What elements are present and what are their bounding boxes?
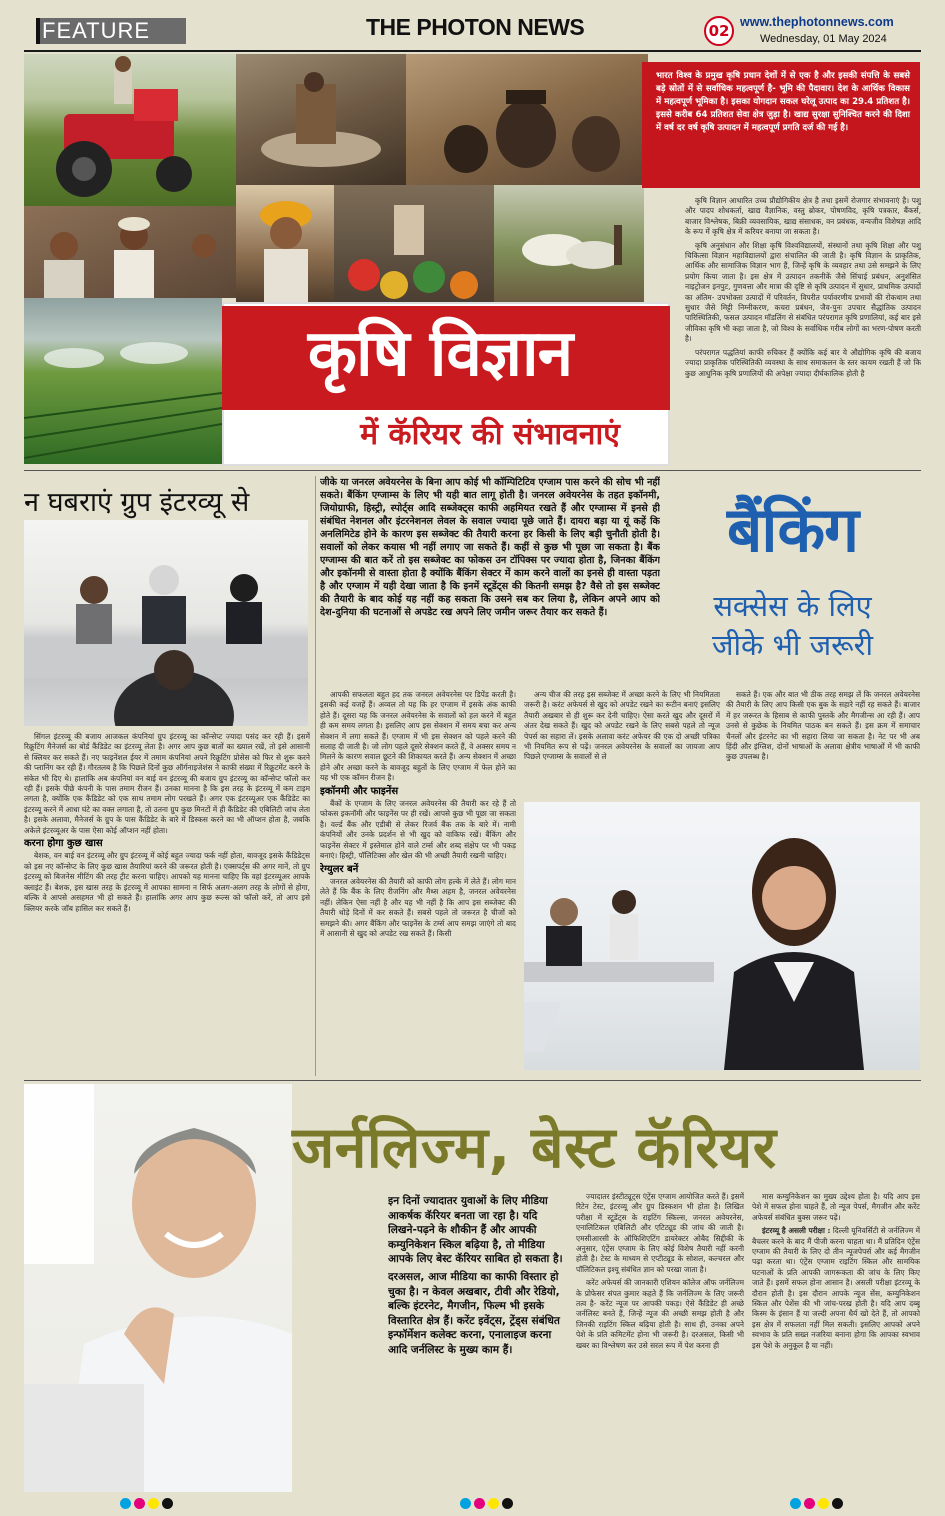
journalism-lead bbox=[388, 1194, 566, 1492]
pottery-photo bbox=[406, 54, 648, 185]
journalism-paragraph: करेंट अफेयर्स की जानकारी एशियन कॉलेज ऑफ जर्नलिज्म के प्रोफेसर संपत कुमार कहते हैं कि जर्नलिज्म के लिए जरूरी तत्व है- करेंट न्यूज पर आपकी पकड़। ऐसे कैंडिडेट ही अच्छे जर्नलिस्ट बनते हैं, जिन्हें न्यूज की अच्छी समझ होती है और जिनकी राइटिंग स्किल बढ़िया होती है। साथ ही, उनका अपने पेशे के प्रति कमिटमेंट होना भी जरूरी है। दरअसल, किसी भी खबर का विश्लेषण कर उसे सरल रूप में पेश करना ही bbox=[576, 1278, 744, 1350]
issue-date: Wednesday, 01 May 2024 bbox=[760, 33, 887, 45]
journalism-lead-text: दरअसल, आज मीडिया का काफी विस्तार हो चुका है। न केवल अखबार, टीवी और रेडियो, बल्कि इंटरनेट, मैगजीन, फिल्म भी इसके विस्तारित क्षेत्र हैं। करेंट इवेंट्स, ट्रेंड्स संबंधित इन्फॉर्मेशन कलेक्ट करना, एनालाइज करना आदि जर्नलिस्ट के मुख्य काम हैं। bbox=[388, 1270, 560, 1356]
agri-body-column bbox=[685, 196, 921, 458]
banking-lead-text: जीके या जनरल अवेयरनेस के बिना आप कोई भी कॉम्पिटिटिव एग्जाम पास करने की सोच भी नहीं सकते। बैंकिंग एग्जाम्स के लिए भी यही बात लागू होती है। जनरल अवेयरनेस के तहत इकॉनमी, जियोग्राफी, हिस्ट्री, स्पोर्ट्स आदि सब्जेक्ट्स काफी अहमियत रखते हैं और एग्जाम्स में इनसे ही संबंधित नेशनल और इंटरनेशनल लेवल के सवाल ज्यादा पूछे जाते हैं। दायरा बड़ा या यूं कहें कि अनलिमिटेड होने के कारण इस सब्जेक्ट की तैयारी करना हर किसी के लिए बड़ी चुनौती होती है। सवालों को लेकर कयास भी नहीं लगाए जा सकते हैं। कहीं से कुछ भी पूछा जा सकता है। बैंक एग्जाम्स की बात करें तो इस सब्जेक्ट का फोकस उन टॉपिक्स पर ज्यादा होता है, जिनका बैंकिंग और इकॉनमी से वास्ता होता है क्योंकि बैंकिंग सेक्टर में काम करने वालों का इनसे ही वास्ता पड़ता है और एग्जाम में यही देखा जाता है कि इनमें स्टूडेंट्स की कितनी समझ है? वैसे तो इस सब्जेक्ट की तैयारी के बाद कोई यह नहीं कह सकता कि उसने सब कर लिया है, लेकिन अपने आप को देश-दुनिया की घटनाओं से अपडेट रख अपने लिए जमीन जरूर तैयार कर सकते हैं। bbox=[320, 477, 660, 618]
journalism-paragraph: ज्यादातर इंस्टीट्यूट्स एंट्रेंस एग्जाम आयोजित करते हैं। इसमें रिटेन टेस्ट, इंटरव्यू और ग्रुप डिस्कशन भी होता है। लिखित परीक्षा में स्टूडेंट्स के राइटिंग स्किल्स, जनरल अवेयरनेस, एनालिटिकल एबिलिटी और एटिट्यूड की जांच की जाती है। एमसीआरसी के ऑफिशिएटिंग डायरेक्टर ओबैद सिद्दीकी के अनुसार, एंट्रेंस एग्जाम के लिए कोई विशेष तैयारी नहीं करनी होती है। टेस्ट के माध्यम से एप्टीट्यूड के सोशल, कल्चरल और पॉलिटिकल इश्यू संबंधित ज्ञान को परखा जाता है। bbox=[576, 1192, 744, 1274]
banking-paragraph: अन्य चीज की तरह इस सब्जेक्ट में अच्छा करने के लिए भी नियमितता जरूरी है। करंट अफेयर्स से खुद को अपडेट रखने का रूटीन बनाएं इसलिए तैयारी अखबार से ही शुरू कर देनी चाहिए। ऐसा करते खुद और दूसरों में अंतर देख सकते हैं। खुद को अपडेट रखने के लिए सबसे पहले तो न्यूज पेपर्स का सहारा लें। इसके अलावा करंट अफेयर की एक दो अच्छी पत्रिका भी नियमित रूप से पढ़ें। जनरल अवेयरनेस के सवालों का जायजा आप पिछले एग्जाम्स के सवालों से ले bbox=[524, 690, 720, 762]
group-interview-heading: न घबराएं ग्रुप इंटरव्यू से bbox=[24, 487, 250, 518]
journalism-paragraph bbox=[752, 1226, 920, 1351]
banking-subhead: इकॉनमी और फाइनेंस bbox=[320, 785, 399, 797]
banking-paragraph: बैंकों के एग्जाम के लिए जनरल अवेयरनेस की तैयारी कर रहे हैं तो फोकस इकनॉमी और फाइनेंस पर ही रखें। आपसे कुछ भी पूछा जा सकता है। वर्ल्ड बैंक और एडीबी से लेकर रिजर्व बैंक तक के बारे में। नामी कंपनियों और उनके प्रदर्शन से भी खुद को वाकिफ रखें। बैंकिंग और फाइनेंस सेक्टर में इस्तेमाल होने वाले टर्म्स और शब्द संक्षेप पर भी पकड़ बनाएं। हिस्ट्री, पॉलिटिक्स और खेल की भी अच्छी तैयारी रखनी चाहिए। bbox=[320, 799, 516, 861]
print-color-dot bbox=[502, 1498, 513, 1509]
agri-intro-box: भारत विश्व के प्रमुख कृषि प्रधान देशों में से एक है और इसकी संपत्ति के सबसे बड़े स्रोतों में से सर्वाधिक महत्वपूर्ण है- भूमि की पैदावार। देश के आर्थिक विकास में महत्वपूर्ण भूमिका है। इसका योगदान सकल घरेलू उत्पाद का 29.4 प्रतिशत है। इससे करीब 64 प्रतिशत सेवा क्षेत्र जुड़ा है। खाद्य सुरक्षा सुनिश्चित करने की दिशा में वर्ष दर वर्ष कृषि उत्पादन में महत्वपूर्ण प्रगति दर्ज की गई है। bbox=[642, 62, 920, 188]
website-link[interactable]: www.thephotonnews.com bbox=[740, 15, 894, 29]
print-color-dot bbox=[460, 1498, 471, 1509]
banking-paragraph: सकते हैं। एक और बात भी ठीक तरह समझ लें कि जनरल अवेयरनेस की तैयारी के लिए आप किसी एक बुक के सहारे नहीं रह सकते हैं। बाजार में हर जरूरत के हिसाब से काफी पुस्तकें और मैगजीन्स आ रही हैं। आप उनसे से कुछेक के नियमित पाठक बन सकते हैं। इस क्रम में समाचार चैनलों और इंटरनेट का भी सहारा लिया जा सकता है। नेट पर भी अब हिंदी और इंग्लिश, दोनों भाषाओं के अलावा क्षेत्रीय भाषाओं में भी काफी कुछ उपलब्ध है। bbox=[726, 690, 920, 762]
journalism-title: जर्नलिज्म, बेस्ट कॅरियर bbox=[292, 1115, 777, 1181]
section-divider bbox=[24, 1080, 921, 1081]
group-interview-subhead: करना होगा कुछ खास bbox=[24, 838, 103, 850]
market-photo bbox=[334, 185, 494, 305]
print-color-dot bbox=[134, 1498, 145, 1509]
banking-title: बैंकिंग bbox=[727, 493, 858, 566]
group-interview-column bbox=[24, 732, 310, 1032]
journalism-lead-text: इन दिनों ज्यादातर युवाओं के लिए मीडिया आकर्षक कॅरियर बनता जा रहा है। यदि लिखने-पढ़ने के शौकीन हैं और आपकी कम्युनिकेशन स्किल बढ़िया है, तो मीडिया आपके लिए बेस्ट कॅरियर साबित हो सकता है। bbox=[388, 1195, 563, 1266]
banking-paragraph: आपकी सफलता बहुत हद तक जनरल अवेयरनेस पर डिपेंड करती है। इसकी कई वजहें हैं। अव्वल तो यह कि हर एग्जाम में इसके अंक काफी होते हैं। दूसरा यह कि जनरल अवेयरनेस के सवालों को हल करने में बहुत ही कम समय लगता है। इसलिए आप इस सेक्शन में समय बचा कर अन्य सेक्शन में लगा सकते हैं। एग्जाम में भी इस सेक्शन को पहले करने की सलाह दी जाती है। जो लोग पहले दूसरे सेक्शन करते हैं, वे अक्सर समय न मिलने के कारण सवाल छूटने की शिकायत करते हैं। अन्य सेक्शन में अच्छा होने और अच्छा करने के बावजूद बहुतों के लिए एग्जाम में फेल होने का यह भी एक कॉमन रीजन है। bbox=[320, 690, 516, 783]
banking-column-3 bbox=[726, 690, 920, 790]
column-rule bbox=[315, 476, 316, 1076]
banking-subtitle-1: सक्सेस के लिए bbox=[713, 589, 872, 623]
journalism-column-3 bbox=[752, 1192, 920, 1492]
agri-title: कृषि विज्ञान bbox=[307, 317, 573, 391]
banking-subtitle-2: जीके भी जरूरी bbox=[711, 628, 874, 662]
oxen-plough-photo bbox=[494, 185, 644, 305]
farmer-turban-photo bbox=[236, 185, 334, 305]
tractor-photo bbox=[24, 54, 236, 206]
interview-panel-photo bbox=[24, 520, 308, 726]
paper-name: THE PHOTON NEWS bbox=[366, 14, 585, 40]
banking-column-1 bbox=[320, 690, 516, 1076]
print-color-dot bbox=[474, 1498, 485, 1509]
print-color-dot bbox=[120, 1498, 131, 1509]
agri-paragraph: कृषि विज्ञान आधारित उच्च प्रौद्योगिकीय क्षेत्र है तथा इसमें रोजगार संभावनाएं है। पशु और पादप शोधकर्ता, खाद्य वैज्ञानिक, वस्तु ब्रोकर, पोषणविद, कृषि पत्रकार, बैंकर्स, बाजार विश्लेषक, बिक्री व्यवसायिक, खाद्य संसाधक, वन प्रबंधक, वन्यजीव विशेषज्ञ आदि के रूप में कृषि क्षेत्र में करियर बनाया जा सकता है। bbox=[685, 196, 921, 237]
print-color-dot bbox=[488, 1498, 499, 1509]
group-interview-paragraph: सिंगल इंटरव्यू की बजाय आजकल कंपनियां ग्रुप इंटरव्यू का कॉन्सेप्ट ज्यादा पसंद कर रही हैं। इसमें रिक्रूटिंग मैनेजर्स का बोर्ड कैंडिडेट का इंटरव्यू लेता है। अगर आप कुछ बातों का ख्याल रखें, तो इसे आसानी से क्लियर कर सकते हैं। नए फाइनेंशल ईयर में तमाम कंपनियां अपने रिक्रूटिंग प्रोसेस को फिर से शुरू करने की प्लानिंग कर रही हैं। गौरतलब है कि पिछले दिनों कुछ ऑर्गनाइजेशंस ने काफी संख्या में रिक्रूटमेंट करने के संकेत भी दिए थे। हालांकि अब कंपनियां वन बाई वन इंटरव्यू की बजाय ग्रुप इंटरव्यू का कॉन्सेप्ट फॉलो कर रही हैं। इसके पीछे कंपनी के पास तमाम रीजन हैं। उनका मानना है कि इस तरह के इंटरव्यू में कम टाइम लगता है, क्योंकि एक कैंडिडेट को एक साथ तमाम लोग परखते हैं। अगर एक इंटरव्यूअर एक कैंडिडेट का इंटरव्यू करने में आधा घंटे का वक्त लगाता है, तो उतना ग्रुप कुछ मिनटों में ही कैंडिडेट की एबिलिटी जांच लेता है। इसके अलावा, मैनेजर्स के ग्रुप के पास कैंडिडेट के बारे में डिस्कस करने का भी ऑप्शन होता है, जबकि अकेले इंटरव्यूअर के पास ऐसा कोई ऑप्शन नहीं होता। bbox=[24, 732, 310, 835]
farmers-group-photo bbox=[24, 206, 236, 298]
agri-subtitle: में कॅरियर की संभावनाएं bbox=[360, 417, 620, 452]
page-number: 02 bbox=[704, 16, 734, 46]
print-color-dot bbox=[148, 1498, 159, 1509]
journalism-column-2 bbox=[576, 1192, 744, 1492]
print-color-dot bbox=[818, 1498, 829, 1509]
journalism-inline-label: इंटरव्यू है असली परीक्षा : bbox=[762, 1226, 831, 1236]
print-color-dot bbox=[790, 1498, 801, 1509]
banking-lead bbox=[320, 476, 660, 682]
print-color-dot bbox=[832, 1498, 843, 1509]
agri-paragraph: कृषि अनुसंधान और शिक्षा कृषि विश्वविद्यालयों, संस्थानों तथा कृषि शिक्षा और पशु चिकित्सा विज्ञान महाविद्यालयों द्वारा संचालित की जाती है। कृषि विज्ञान के प्राकृतिक, आर्थिक और सामाजिक विज्ञान भाग हैं, जिन्हें कृषि के व्यवहार तथा उसे समझने के लिए प्रयोग किया जाता है। इस क्षेत्र में उत्पादन तकनीकें जैसे सिंचाई प्रबंधन, अनुशंसित नाइट्रोजन इनपुट, गुणवत्ता और मात्रा की दृष्टि से कृषि उत्पादन में सुधार, प्राथमिक उत्पादों का अंतिम- उपभोक्ता उत्पादों में परिवर्तन, विपरीत पर्यावरणीय प्रभावों की रोकथाम तथा सुधार जैसे मिट्टी निम्नीकरण, कचरा प्रबंधन, जैव-पुनः उपचार सैद्धांतिक उत्पादन पारिस्थितिकी, फसल उत्पादन मॉडलिंग से संबंधित परंपरागत कृषि प्रणालियां, कई बार इसे जीविका कृषि भी कहा जाता है, जो विश्व के सर्वाधिक गरीब लोगों का भरण-पोषण करती है। bbox=[685, 240, 921, 344]
journalism-paragraph: मास कम्युनिकेशन का मुख्य उद्देश्य होता है। यदि आप इस पेशे में सफल होना चाहते हैं, तो न्यूज पेपर्स, मैगजीन और करेंट अफेयर्स संबंधित बुक्स जरूर पढ़ें। bbox=[752, 1192, 920, 1222]
smiling-man-photo bbox=[24, 1084, 292, 1492]
metalwork-photo bbox=[236, 54, 406, 185]
agri-paragraph: परंपरागत पद्धतियां काफी रुचिकर हैं क्योंकि कई बार ये औद्योगिक कृषि की बजाय ज्यादा प्राकृतिक परिस्थितिकी व्यवस्था के साथ समाकलन के स्तर कायम रखती हैं जो कि कुछ आधुनिक कृषि प्रणालियों की अपेक्षा ज्यादा दीर्घकालिक होती है bbox=[685, 347, 921, 378]
print-color-dot bbox=[804, 1498, 815, 1509]
group-interview-paragraph: बेशक, वन बाई वन इंटरव्यू और ग्रुप इंटरव्यू में कोई बहुत ज्यादा फर्क नहीं होता, बावजूद इसके कैंडिडेट्स को इस नए कॉन्सेप्ट के लिए कुछ खास तैयारियां करने की जरूरत होती है। एक्सपर्ट्स की अगर मानें, तो ग्रुप इंटरव्यू को बिजनेस मीटिंग की तरह ट्रीट करना चाहिए। आपको यह मानना चाहिए कि वहां इंटरव्यूअर आपके क्लाइंट हैं। बेशक, इस खास तरह के इंटरव्यू में आपका सामना न सिर्फ अलग-अलग तरह के लोगों से होगा, बल्कि वे आपसे असहमत भी हो सकते हैं। हालांकि अगर आप कुछ रूल्स को फॉलो करें, तो आप इसे क्लियर करके जॉब हासिल कर सकते हैं। bbox=[24, 851, 310, 913]
banking-column-2 bbox=[524, 690, 720, 790]
section-label: FEATURE bbox=[36, 18, 186, 44]
section-divider bbox=[24, 470, 921, 471]
masthead-rule bbox=[24, 50, 921, 52]
print-color-dot bbox=[162, 1498, 173, 1509]
banking-subhead: रेग्युलर बनें bbox=[320, 863, 359, 875]
business-woman-photo bbox=[524, 802, 920, 1070]
journalism-paragraph-text: दिल्ली यूनिवर्सिटी से जर्नलिज्म में बैचलर करने के बाद मैं पीजी करना चाहता था। मैं प्रतिदिन एंट्रेंस एग्जाम की तैयारी के लिए दो तीन न्यूजपेपर्स और कई मैगजीन पढ़ा करता था। एंट्रेंस एग्जाम राइटिंग स्किल और सामयिक घटनाओं के प्रति आपकी जागरूकता की जांच के लिए किए जाते हैं। इसमें सफल होना आसान है। असली परीक्षा इंटरव्यू के दौरान होती है। इस दौरान आपके न्यूज सेंस, कम्युनिकेशन स्किल और पेशेंस की भी जांच-परख होती है। यदि आप दब्बू किस्म के इंसान हैं या जल्दी अपना धैर्य खो देते हैं, तो आपको इस क्षेत्र में सफलता नहीं मिल सकती। इसलिए आपको अपने स्वभाव के प्रति सख्त नजरिया बनाना होगा कि आपका स्वभाव इस पेशे के अनुकूल है या नहीं। bbox=[752, 1226, 920, 1350]
banking-paragraph: जनरल अवेयरनेस की तैयारी को काफी लोग हल्के में लेते हैं। लोग मान लेते हैं कि बैंक के लिए रीजनिंग और मैथ्स अहम है, जनरल अवेयरनेस नहीं। लेकिन ऐसा नहीं है और यह भी नहीं है कि आप इस सब्जेक्ट की तैयारी थोड़े दिनों में कर सकते हैं। सबसे पहले तो जरूरत है चीजों को समझने की। अगर बैंकिंग और फाइनेंस के टर्म्स आप समझ जाएंगे तो बाद में आसानी से खुद को अपडेट रख सकते हैं। किसी bbox=[320, 876, 516, 938]
irrigation-field-photo bbox=[24, 298, 222, 464]
